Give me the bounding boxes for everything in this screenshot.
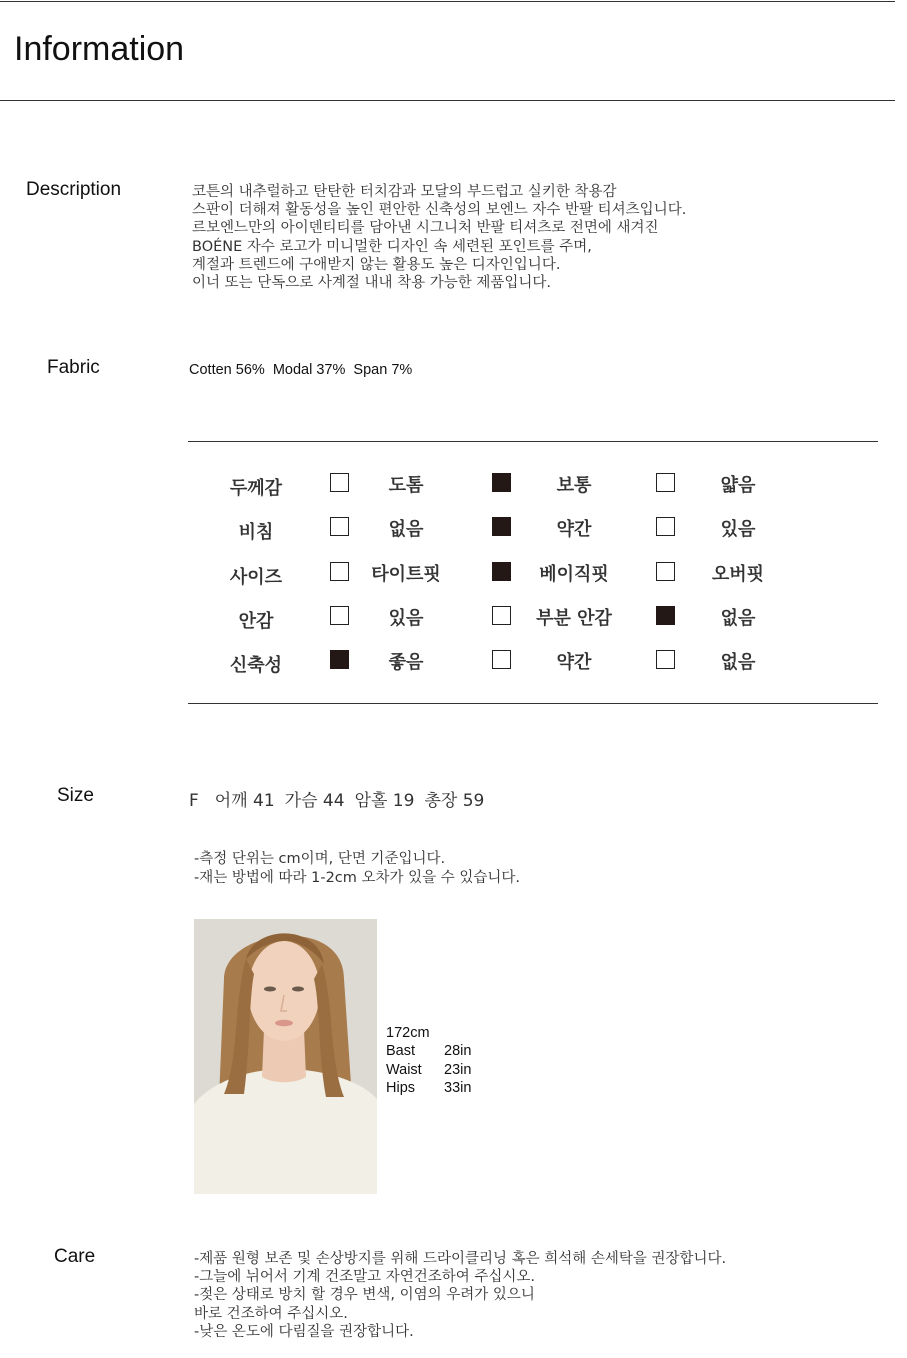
description-line: BOÉNE 자수 로고가 미니멀한 디자인 속 세련된 포인트를 주며, [192,238,592,255]
size-values [189,786,494,811]
size-note: -재는 방법에 따라 1-2cm 오차가 있을 수 있습니다. [194,870,521,886]
option-label: 없음 [720,608,756,629]
option-checkbox [656,606,675,625]
model-height: 172cm [386,1025,430,1041]
description-text [192,183,686,292]
care-line: 바로 건조하여 주십시오. [194,1305,348,1322]
care-label: Care [54,1246,96,1267]
model-info [386,1024,471,1097]
option-checkbox [656,517,675,536]
description-label: Description [26,179,122,200]
option-checkbox [492,473,511,492]
option-label: 좋음 [388,652,424,673]
fabric-label: Fabric [47,357,100,378]
option-label: 얇음 [720,475,756,496]
measurement-key: Bast [386,1043,416,1060]
option-checkbox [492,606,511,625]
fabric-value: Cotten 56% Modal 37% Span 7% [189,362,413,378]
header-divider [0,100,895,101]
measurement-value: 33in [444,1079,472,1096]
description-line: 계절과 트렌드에 구애받지 않는 활용도 높은 디자인입니다. [192,256,561,273]
size-value: 가슴 44 [284,791,345,811]
attribute-row-thickness [188,462,878,499]
description-line: 코튼의 내추럴하고 탄탄한 터치감과 모달의 부드럽고 실키한 착용감 [192,184,617,200]
measurement-value: 23in [444,1061,472,1078]
attribute-name: 두께감 [229,478,283,499]
attribute-row-fit [188,551,878,588]
grid-top-rule [188,441,878,442]
option-label: 베이직핏 [539,564,609,585]
measurement-key: Waist [386,1061,422,1078]
attribute-row-lining [188,595,878,632]
option-label: 타이트핏 [371,564,441,585]
care-line: -제품 원형 보존 및 손상방지를 위해 드라이클리닝 혹은 희석해 손세탁을 권장합니다. [194,1251,727,1267]
option-checkbox [656,562,675,581]
top-border [0,1,895,2]
page-title: Information [14,30,185,68]
option-label: 약간 [556,652,592,673]
care-line: -낮은 온도에 다림질을 권장합니다. [194,1323,414,1340]
description-line: 르보엔느만의 아이덴티티를 담아낸 시그니처 반팔 티셔츠로 전면에 새겨진 [192,220,659,237]
model-photo-illustration [194,919,377,1194]
option-checkbox [656,650,675,669]
description-line: 이너 또는 단독으로 사계절 내내 착용 가능한 제품입니다. [192,275,552,292]
option-label: 약간 [556,519,592,540]
option-label: 오버핏 [711,564,765,585]
option-label: 없음 [720,652,756,673]
option-label: 도톰 [388,475,424,496]
size-value: 총장 59 [424,791,485,811]
size-value: 암홀 19 [354,791,415,811]
care-text [194,1250,726,1341]
option-label: 있음 [388,608,424,629]
measurement-value: 28in [444,1043,472,1060]
size-label: Size [57,785,94,806]
grid-bottom-rule [188,703,878,704]
size-note: -측정 단위는 cm이며, 단면 기준입니다. [194,851,446,867]
option-checkbox [492,517,511,536]
option-label: 보통 [556,475,592,496]
care-line: -젖은 상태로 방치 할 경우 변색, 이염의 우려가 있으니 [194,1287,535,1304]
attribute-name: 안감 [238,611,274,632]
option-checkbox [492,650,511,669]
option-label: 있음 [720,519,756,540]
attribute-name: 사이즈 [229,567,283,588]
option-checkbox [656,473,675,492]
option-checkbox [492,562,511,581]
care-line: -그늘에 뉘어서 기계 건조말고 자연건조하여 주십시오. [194,1269,536,1286]
size-notes [194,850,520,888]
attribute-row-stretch [188,639,878,676]
size-value: F [189,791,199,811]
measurement-key: Hips [386,1079,416,1096]
option-label: 없음 [388,519,424,540]
model-measurement [386,1061,471,1079]
model-measurement [386,1042,471,1060]
model-measurement [386,1079,471,1097]
model-photo [194,919,377,1194]
description-line: 스판이 더해져 활동성을 높인 편안한 신축성의 보엔느 자수 반팔 티셔츠입니다. [192,202,687,219]
option-label: 부분 안감 [536,608,612,629]
attribute-name: 신축성 [229,655,283,676]
size-value: 어깨 41 [214,791,275,811]
attribute-name: 비침 [238,522,274,543]
attribute-row-sheerness [188,506,878,543]
